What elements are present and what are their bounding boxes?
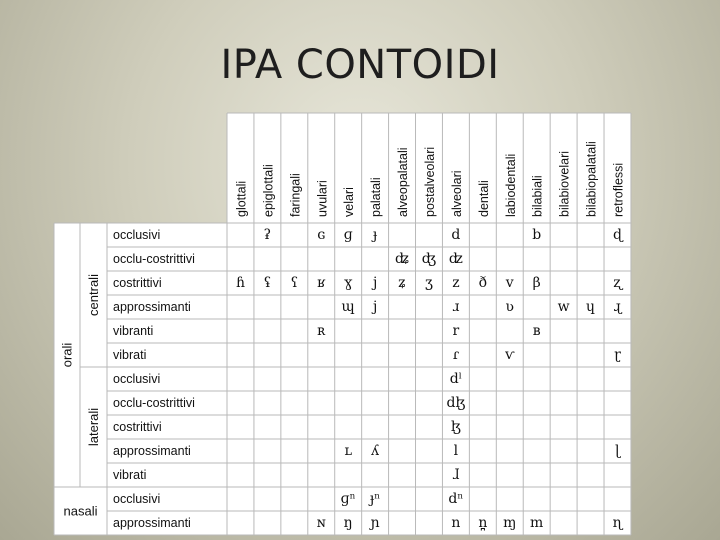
ipa-symbol: ɽ (614, 347, 621, 363)
row-label: occlusivi (113, 228, 161, 242)
ipa-symbol: ɺ (452, 467, 460, 483)
ipa-symbol: ʙ (532, 323, 541, 339)
ipa-symbol: v (505, 275, 514, 291)
ipa-symbol: ɭ (614, 443, 621, 459)
ipa-symbol: ⱱ (505, 347, 515, 363)
ipa-symbol: l (453, 443, 459, 459)
ipa-symbol: ɹ (452, 299, 460, 315)
column-header-epiglottali: epiglottali (261, 164, 276, 217)
ipa-symbol: ɳ (612, 515, 623, 531)
ipa-symbol: dɮ (446, 395, 466, 411)
group-label-nasali: nasali (63, 503, 98, 519)
group-label-laterali: laterali (86, 407, 101, 447)
group-label-orali: orali (59, 342, 75, 368)
ipa-symbol: ʥ (395, 251, 410, 267)
ipa-symbol: ð (478, 275, 488, 291)
column-header-retroflessi: retroflessi (611, 162, 626, 217)
ipa-symbol: ʀ (317, 323, 326, 339)
column-header-velari: velari (342, 187, 357, 217)
ipa-symbol: ʋ (505, 299, 515, 315)
ipa-symbol: ɢ (317, 227, 326, 243)
row-label: occlu-costrittivi (113, 252, 195, 266)
column-header-bilabiali: bilabiali (530, 175, 545, 217)
ipa-symbol: ɦ (235, 275, 245, 291)
row-label: approssimanti (113, 300, 191, 314)
ipa-symbol: n (451, 515, 461, 531)
ipa-symbol: ɣ (343, 275, 353, 291)
ipa-symbol: ʣ (448, 251, 463, 267)
column-header-glottali: glottali (234, 180, 249, 217)
ipa-symbol: ɟ (372, 227, 378, 243)
ipa-symbol: n̪ (478, 515, 488, 531)
row-label: costrittivi (113, 420, 162, 434)
ipa-symbol: ʒ (425, 275, 433, 291)
row-label: vibranti (113, 324, 154, 338)
column-header-postalveolari: postalveolari (422, 146, 437, 217)
row-label: approssimanti (113, 444, 191, 458)
ipa-symbol: ɾ (452, 347, 460, 363)
row-label: vibrati (113, 468, 147, 482)
ipa-symbol: ɡ (343, 227, 353, 243)
column-header-palatali: palatali (369, 177, 384, 217)
ipa-symbol: dˡ (449, 371, 463, 387)
ipa-symbol: ɥ (586, 299, 596, 315)
ipa-symbol: w (557, 299, 570, 315)
ipa-symbol: ɱ (503, 515, 517, 531)
column-header-uvulari: uvulari (315, 180, 330, 217)
column-header-labiodentali: labiodentali (503, 153, 518, 217)
ipa-symbol: ʟ (344, 443, 352, 459)
row-label: approssimanti (113, 516, 191, 530)
ipa-symbol: ŋ (343, 515, 353, 531)
ipa-symbol: b (532, 227, 542, 243)
group-label-centrali: centrali (86, 274, 101, 316)
column-header-dentali: dentali (476, 180, 491, 217)
row-label: occlusivi (113, 372, 161, 386)
ipa-symbol: ʎ (371, 443, 380, 459)
ipa-symbol: z (452, 275, 460, 291)
ipa-symbol: r (452, 323, 460, 339)
ipa-symbol: d (451, 227, 461, 243)
ipa-symbol: ʐ (613, 275, 622, 291)
ipa-symbol: ʁ (317, 275, 326, 291)
row-label: occlusivi (113, 492, 161, 506)
ipa-symbol: ɲ (370, 515, 380, 531)
row-label: vibrati (113, 348, 147, 362)
ipa-symbol: j (372, 299, 378, 315)
column-header-bilabiopalatali: bilabiopalatali (584, 141, 599, 217)
ipa-symbol: ʢ (263, 275, 272, 291)
ipa-symbol: ɰ (341, 299, 355, 315)
ipa-symbol: ʑ (398, 275, 406, 291)
ipa-symbol: m (530, 515, 544, 531)
row-label: costrittivi (113, 276, 162, 290)
ipa-symbol: ʕ (290, 275, 299, 291)
ipa-symbol: ʡ (263, 227, 272, 243)
column-header-alveolari: alveolari (449, 170, 464, 217)
ipa-symbol: ɮ (450, 419, 461, 435)
slide-title: IPA CONTOIDI (220, 42, 500, 88)
ipa-symbol: ʤ (421, 251, 437, 267)
ipa-symbol: ɟⁿ (369, 491, 381, 507)
column-header-bilabiovelari: bilabiovelari (557, 150, 572, 217)
ipa-symbol: dⁿ (448, 491, 464, 507)
ipa-symbol: ɻ (613, 299, 622, 315)
column-header-alveopalatali: alveopalatali (396, 147, 411, 217)
ipa-symbol: ɡⁿ (340, 491, 356, 507)
column-header-faringali: faringali (288, 173, 303, 217)
ipa-symbol: ɖ (612, 227, 623, 243)
ipa-symbol: β (532, 275, 541, 291)
row-label: occlu-costrittivi (113, 396, 195, 410)
ipa-symbol: j (372, 275, 378, 291)
ipa-symbol: ɴ (316, 515, 326, 531)
